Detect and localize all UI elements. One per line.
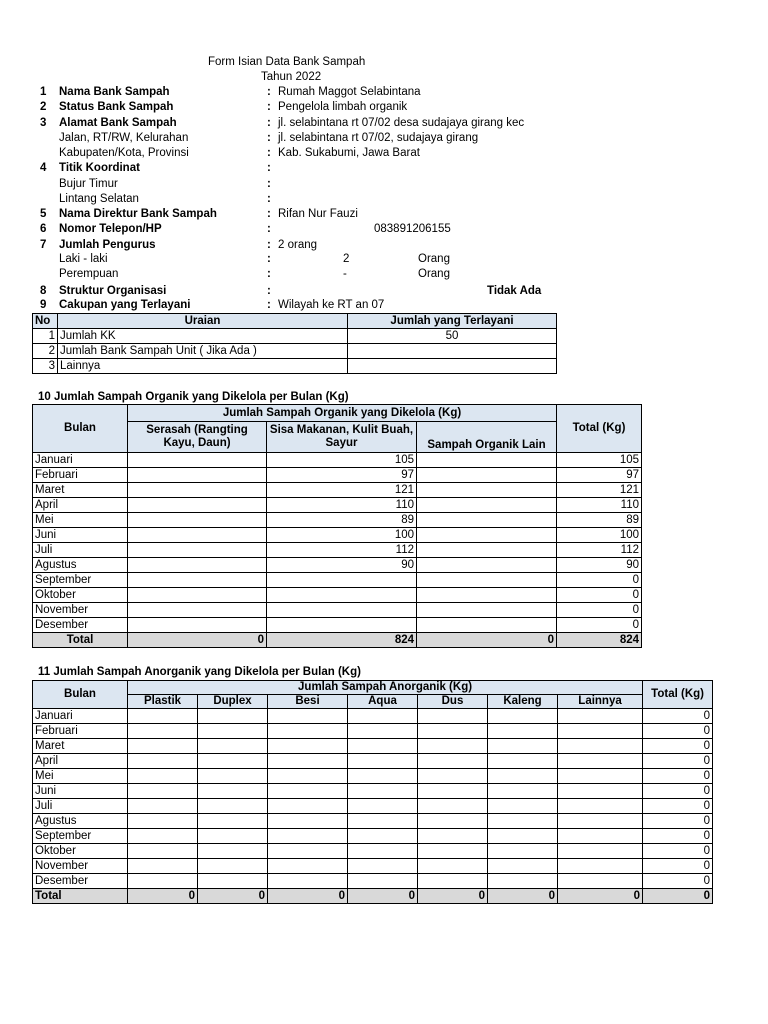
anorganik-cell bbox=[558, 769, 643, 784]
perempuan-count: - bbox=[343, 268, 347, 280]
anorganik-bulan: Oktober bbox=[33, 844, 128, 859]
anorganik-cell bbox=[348, 829, 418, 844]
cakupan-header-no: No bbox=[33, 314, 58, 329]
anorganik-cell bbox=[418, 844, 488, 859]
info-colon: : bbox=[267, 299, 271, 311]
anorganik-cell bbox=[128, 844, 198, 859]
anorganik-cell bbox=[558, 829, 643, 844]
info-colon: : bbox=[267, 162, 271, 174]
anorganik-total: 0 bbox=[643, 844, 713, 859]
info-value: Kab. Sukabumi, Jawa Barat bbox=[278, 147, 420, 159]
organik-serasah bbox=[128, 483, 267, 498]
organik-serasah bbox=[128, 528, 267, 543]
organik-sisa: 110 bbox=[267, 498, 417, 513]
anorganik-cell bbox=[348, 709, 418, 724]
organik-serasah bbox=[128, 498, 267, 513]
table-row bbox=[33, 769, 713, 784]
anorganik-cell bbox=[268, 769, 348, 784]
anorganik-cell bbox=[348, 769, 418, 784]
info-value: jl. selabintana rt 07/02 desa sudajaya girang kec bbox=[278, 117, 525, 129]
info-colon: : bbox=[267, 208, 271, 220]
anorganik-cell bbox=[128, 739, 198, 754]
anorganik-cell bbox=[418, 814, 488, 829]
anorganik-cell bbox=[128, 754, 198, 769]
anorganik-header-col: Lainnya bbox=[558, 695, 643, 709]
table-row bbox=[33, 359, 557, 374]
info-num: 9 bbox=[40, 299, 47, 311]
organik-sisa bbox=[267, 588, 417, 603]
info-value: Wilayah ke RT an 07 bbox=[278, 299, 385, 311]
anorganik-bulan: Mei bbox=[33, 769, 128, 784]
anorganik-total-value: 0 bbox=[418, 889, 488, 904]
organik-serasah bbox=[128, 468, 267, 483]
organik-sisa: 100 bbox=[267, 528, 417, 543]
anorganik-cell bbox=[128, 709, 198, 724]
anorganik-bulan: Maret bbox=[33, 739, 128, 754]
anorganik-table bbox=[32, 680, 713, 904]
anorganik-cell bbox=[558, 739, 643, 754]
anorganik-cell bbox=[348, 784, 418, 799]
table-row bbox=[33, 528, 642, 543]
organik-lain bbox=[417, 468, 557, 483]
anorganik-header-bulan: Bulan bbox=[33, 681, 128, 709]
anorganik-cell bbox=[198, 799, 268, 814]
anorganik-cell bbox=[418, 859, 488, 874]
table-row bbox=[33, 558, 642, 573]
anorganik-total-value: 0 bbox=[558, 889, 643, 904]
organik-header-bulan: Bulan bbox=[33, 405, 128, 453]
info-colon: : bbox=[267, 223, 271, 235]
info-num: 2 bbox=[40, 101, 47, 113]
table-row bbox=[33, 709, 713, 724]
organik-bulan: Agustus bbox=[33, 558, 128, 573]
anorganik-cell bbox=[198, 784, 268, 799]
cakupan-header-uraian: Uraian bbox=[58, 314, 348, 329]
anorganik-total: 0 bbox=[643, 754, 713, 769]
anorganik-title: 11 Jumlah Sampah Anorganik yang Dikelola per Bulan (Kg) bbox=[38, 666, 361, 678]
info-label: Jalan, RT/RW, Kelurahan bbox=[59, 132, 189, 144]
anorganik-cell bbox=[558, 844, 643, 859]
organik-serasah bbox=[128, 588, 267, 603]
organik-lain bbox=[417, 483, 557, 498]
anorganik-cell bbox=[128, 724, 198, 739]
anorganik-bulan: Desember bbox=[33, 874, 128, 889]
organik-total: 0 bbox=[557, 573, 642, 588]
info-num: 5 bbox=[40, 208, 47, 220]
info-label: Perempuan bbox=[59, 268, 119, 280]
cakupan-uraian: Jumlah KK bbox=[58, 329, 348, 344]
organik-total: 105 bbox=[557, 453, 642, 468]
anorganik-cell bbox=[488, 724, 558, 739]
info-num: 1 bbox=[40, 86, 47, 98]
anorganik-cell bbox=[268, 814, 348, 829]
anorganik-bulan: November bbox=[33, 859, 128, 874]
anorganik-cell bbox=[488, 844, 558, 859]
anorganik-cell bbox=[268, 859, 348, 874]
anorganik-cell bbox=[268, 829, 348, 844]
anorganik-header-group: Jumlah Sampah Anorganik (Kg) bbox=[128, 681, 643, 695]
info-colon: : bbox=[267, 285, 271, 297]
info-num: 7 bbox=[40, 239, 47, 251]
organik-total: 89 bbox=[557, 513, 642, 528]
anorganik-cell bbox=[348, 859, 418, 874]
anorganik-cell bbox=[198, 874, 268, 889]
organik-bulan: Juni bbox=[33, 528, 128, 543]
anorganik-total: 0 bbox=[643, 784, 713, 799]
anorganik-total: 0 bbox=[643, 709, 713, 724]
organik-total: 100 bbox=[557, 528, 642, 543]
anorganik-cell bbox=[128, 859, 198, 874]
organik-bulan: Juli bbox=[33, 543, 128, 558]
organik-sisa: 121 bbox=[267, 483, 417, 498]
anorganik-cell bbox=[418, 799, 488, 814]
organik-bulan: November bbox=[33, 603, 128, 618]
info-label: Cakupan yang Terlayani bbox=[59, 299, 191, 311]
anorganik-total: 0 bbox=[643, 829, 713, 844]
anorganik-cell bbox=[418, 874, 488, 889]
organik-lain bbox=[417, 513, 557, 528]
info-colon: : bbox=[267, 117, 271, 129]
cakupan-no: 2 bbox=[33, 344, 58, 359]
anorganik-cell bbox=[348, 874, 418, 889]
organik-bulan: Mei bbox=[33, 513, 128, 528]
organik-header-lain: Sampah Organik Lain bbox=[417, 422, 557, 453]
table-row bbox=[33, 618, 642, 633]
organik-lain bbox=[417, 588, 557, 603]
organik-lain bbox=[417, 558, 557, 573]
anorganik-cell bbox=[348, 739, 418, 754]
cakupan-jumlah: 50 bbox=[348, 329, 557, 344]
organik-total: 97 bbox=[557, 468, 642, 483]
anorganik-total-row bbox=[33, 889, 713, 904]
anorganik-cell bbox=[128, 829, 198, 844]
anorganik-bulan: Agustus bbox=[33, 814, 128, 829]
table-row bbox=[33, 874, 713, 889]
info-label: Jumlah Pengurus bbox=[59, 239, 156, 251]
anorganik-total: 0 bbox=[643, 769, 713, 784]
organik-bulan: Desember bbox=[33, 618, 128, 633]
table-row bbox=[33, 344, 557, 359]
organik-lain bbox=[417, 618, 557, 633]
info-num: 6 bbox=[40, 223, 47, 235]
phone-value: 083891206155 bbox=[374, 223, 451, 235]
anorganik-cell bbox=[198, 814, 268, 829]
organik-serasah bbox=[128, 558, 267, 573]
info-label: Struktur Organisasi bbox=[59, 285, 167, 297]
info-value: 2 orang bbox=[278, 239, 318, 251]
info-colon: : bbox=[267, 178, 271, 190]
organik-header-total: Total (Kg) bbox=[557, 405, 642, 453]
anorganik-cell bbox=[558, 814, 643, 829]
anorganik-cell bbox=[128, 769, 198, 784]
organik-lain bbox=[417, 603, 557, 618]
organik-total: 110 bbox=[557, 498, 642, 513]
organik-sisa: 112 bbox=[267, 543, 417, 558]
anorganik-cell bbox=[198, 754, 268, 769]
anorganik-cell bbox=[348, 799, 418, 814]
anorganik-cell bbox=[198, 829, 268, 844]
table-row bbox=[33, 573, 642, 588]
anorganik-cell bbox=[348, 844, 418, 859]
cakupan-no: 3 bbox=[33, 359, 58, 374]
table-row bbox=[33, 483, 642, 498]
organik-lain bbox=[417, 453, 557, 468]
table-row bbox=[33, 588, 642, 603]
anorganik-cell bbox=[128, 814, 198, 829]
anorganik-total: 0 bbox=[643, 814, 713, 829]
info-colon: : bbox=[267, 268, 271, 280]
cakupan-jumlah bbox=[348, 359, 557, 374]
anorganik-cell bbox=[488, 799, 558, 814]
organik-lain bbox=[417, 498, 557, 513]
anorganik-bulan: April bbox=[33, 754, 128, 769]
laki-count: 2 bbox=[343, 253, 350, 265]
anorganik-cell bbox=[268, 844, 348, 859]
info-colon: : bbox=[267, 239, 271, 251]
table-row bbox=[33, 603, 642, 618]
table-row bbox=[33, 859, 713, 874]
organik-bulan: Oktober bbox=[33, 588, 128, 603]
anorganik-cell bbox=[198, 844, 268, 859]
anorganik-total-value: 0 bbox=[268, 889, 348, 904]
anorganik-total: 0 bbox=[643, 799, 713, 814]
organik-sisa bbox=[267, 603, 417, 618]
table-row bbox=[33, 453, 642, 468]
anorganik-header-col: Duplex bbox=[198, 695, 268, 709]
anorganik-cell bbox=[268, 709, 348, 724]
anorganik-cell bbox=[268, 874, 348, 889]
organik-total-lain: 0 bbox=[417, 633, 557, 648]
anorganik-cell bbox=[488, 754, 558, 769]
anorganik-cell bbox=[198, 739, 268, 754]
info-colon: : bbox=[267, 101, 271, 113]
organik-sisa: 97 bbox=[267, 468, 417, 483]
anorganik-cell bbox=[348, 724, 418, 739]
info-label: Nomor Telepon/HP bbox=[59, 223, 162, 235]
organik-serasah bbox=[128, 603, 267, 618]
cakupan-no: 1 bbox=[33, 329, 58, 344]
organik-lain bbox=[417, 573, 557, 588]
info-colon: : bbox=[267, 193, 271, 205]
anorganik-total-value: 0 bbox=[128, 889, 198, 904]
anorganik-cell bbox=[418, 754, 488, 769]
anorganik-cell bbox=[268, 799, 348, 814]
anorganik-bulan: Februari bbox=[33, 724, 128, 739]
info-label: Nama Direktur Bank Sampah bbox=[59, 208, 217, 220]
anorganik-total-value: 0 bbox=[348, 889, 418, 904]
anorganik-bulan: Juni bbox=[33, 784, 128, 799]
info-label: Kabupaten/Kota, Provinsi bbox=[59, 147, 189, 159]
organik-total-sisa: 824 bbox=[267, 633, 417, 648]
anorganik-cell bbox=[558, 874, 643, 889]
anorganik-cell bbox=[198, 724, 268, 739]
anorganik-cell bbox=[268, 754, 348, 769]
info-label: Titik Koordinat bbox=[59, 162, 140, 174]
anorganik-cell bbox=[418, 784, 488, 799]
form-year: Tahun 2022 bbox=[261, 71, 322, 83]
anorganik-cell bbox=[488, 769, 558, 784]
organik-total: 112 bbox=[557, 543, 642, 558]
organik-sisa: 89 bbox=[267, 513, 417, 528]
organik-serasah bbox=[128, 573, 267, 588]
organik-total-row bbox=[33, 633, 642, 648]
anorganik-cell bbox=[558, 799, 643, 814]
table-row bbox=[33, 468, 642, 483]
organik-lain bbox=[417, 543, 557, 558]
anorganik-total-value: 0 bbox=[488, 889, 558, 904]
info-num: 8 bbox=[40, 285, 47, 297]
anorganik-cell bbox=[488, 739, 558, 754]
info-value: jl. selabintana rt 07/02, sudajaya girang bbox=[278, 132, 479, 144]
anorganik-header-col: Besi bbox=[268, 695, 348, 709]
anorganik-cell bbox=[488, 784, 558, 799]
organik-total: 0 bbox=[557, 588, 642, 603]
organik-header-group: Jumlah Sampah Organik yang Dikelola (Kg) bbox=[128, 405, 557, 422]
anorganik-cell bbox=[348, 814, 418, 829]
anorganik-cell bbox=[418, 724, 488, 739]
anorganik-total: 0 bbox=[643, 859, 713, 874]
info-label: Lintang Selatan bbox=[59, 193, 139, 205]
anorganik-cell bbox=[198, 709, 268, 724]
table-row bbox=[33, 799, 713, 814]
anorganik-bulan: Juli bbox=[33, 799, 128, 814]
organik-bulan: September bbox=[33, 573, 128, 588]
info-label: Bujur Timur bbox=[59, 178, 118, 190]
info-colon: : bbox=[267, 253, 271, 265]
anorganik-cell bbox=[558, 709, 643, 724]
info-value: Rumah Maggot Selabintana bbox=[278, 86, 421, 98]
table-row bbox=[33, 498, 642, 513]
cakupan-jumlah bbox=[348, 344, 557, 359]
organik-total: 0 bbox=[557, 618, 642, 633]
anorganik-cell bbox=[418, 829, 488, 844]
organik-sisa bbox=[267, 573, 417, 588]
organik-header-sisa: Sisa Makanan, Kulit Buah, Sayur bbox=[267, 422, 417, 453]
organik-sisa: 105 bbox=[267, 453, 417, 468]
anorganik-cell bbox=[268, 724, 348, 739]
anorganik-cell bbox=[488, 829, 558, 844]
organik-title: 10 Jumlah Sampah Organik yang Dikelola per Bulan (Kg) bbox=[38, 391, 349, 403]
organik-bulan: April bbox=[33, 498, 128, 513]
info-label: Nama Bank Sampah bbox=[59, 86, 170, 98]
table-row bbox=[33, 329, 557, 344]
organik-total: 0 bbox=[557, 603, 642, 618]
info-colon: : bbox=[267, 132, 271, 144]
info-colon: : bbox=[267, 86, 271, 98]
organik-table bbox=[32, 404, 642, 648]
cakupan-header-jumlah: Jumlah yang Terlayani bbox=[348, 314, 557, 329]
anorganik-cell bbox=[488, 709, 558, 724]
organik-bulan: Februari bbox=[33, 468, 128, 483]
info-label: Status Bank Sampah bbox=[59, 101, 174, 113]
organik-bulan: Maret bbox=[33, 483, 128, 498]
info-value: Rifan Nur Fauzi bbox=[278, 208, 358, 220]
organik-total-label: Total bbox=[33, 633, 128, 648]
table-row bbox=[33, 844, 713, 859]
table-row bbox=[33, 754, 713, 769]
organik-total: 90 bbox=[557, 558, 642, 573]
anorganik-total: 0 bbox=[643, 724, 713, 739]
info-colon: : bbox=[267, 147, 271, 159]
organik-serasah bbox=[128, 453, 267, 468]
anorganik-total-total: 0 bbox=[643, 889, 713, 904]
cakupan-uraian: Jumlah Bank Sampah Unit ( Jika Ada ) bbox=[58, 344, 348, 359]
anorganik-header-col: Kaleng bbox=[488, 695, 558, 709]
info-num: 4 bbox=[40, 162, 47, 174]
anorganik-cell bbox=[558, 754, 643, 769]
table-row bbox=[33, 724, 713, 739]
anorganik-cell bbox=[128, 874, 198, 889]
info-value: Pengelola limbah organik bbox=[278, 101, 408, 113]
table-row bbox=[33, 829, 713, 844]
organik-serasah bbox=[128, 513, 267, 528]
anorganik-cell bbox=[488, 859, 558, 874]
anorganik-total: 0 bbox=[643, 739, 713, 754]
form-title: Form Isian Data Bank Sampah bbox=[208, 56, 366, 68]
anorganik-cell bbox=[418, 769, 488, 784]
organik-sisa bbox=[267, 618, 417, 633]
table-row bbox=[33, 513, 642, 528]
organik-serasah bbox=[128, 618, 267, 633]
anorganik-cell bbox=[488, 874, 558, 889]
info-label: Laki - laki bbox=[59, 253, 108, 265]
cakupan-uraian: Lainnya bbox=[58, 359, 348, 374]
anorganik-total-label: Total bbox=[33, 889, 128, 904]
table-row bbox=[33, 739, 713, 754]
laki-unit: Orang bbox=[418, 253, 450, 265]
organik-bulan: Januari bbox=[33, 453, 128, 468]
cakupan-table bbox=[32, 313, 557, 374]
table-row bbox=[33, 543, 642, 558]
info-label: Alamat Bank Sampah bbox=[59, 117, 177, 129]
anorganik-header-col: Plastik bbox=[128, 695, 198, 709]
anorganik-cell bbox=[418, 709, 488, 724]
anorganik-cell bbox=[488, 814, 558, 829]
info-num: 3 bbox=[40, 117, 47, 129]
anorganik-cell bbox=[558, 859, 643, 874]
anorganik-cell bbox=[418, 739, 488, 754]
anorganik-bulan: September bbox=[33, 829, 128, 844]
anorganik-cell bbox=[268, 784, 348, 799]
anorganik-cell bbox=[128, 784, 198, 799]
anorganik-cell bbox=[348, 754, 418, 769]
table-row bbox=[33, 814, 713, 829]
anorganik-bulan: Januari bbox=[33, 709, 128, 724]
organik-total-total: 824 bbox=[557, 633, 642, 648]
anorganik-cell bbox=[198, 859, 268, 874]
struktur-value: Tidak Ada bbox=[487, 285, 542, 297]
anorganik-total-value: 0 bbox=[198, 889, 268, 904]
anorganik-cell bbox=[128, 799, 198, 814]
organik-sisa: 90 bbox=[267, 558, 417, 573]
anorganik-cell bbox=[268, 739, 348, 754]
organik-total: 121 bbox=[557, 483, 642, 498]
organik-serasah bbox=[128, 543, 267, 558]
anorganik-header-total: Total (Kg) bbox=[643, 681, 713, 709]
anorganik-header-col: Dus bbox=[418, 695, 488, 709]
anorganik-cell bbox=[198, 769, 268, 784]
organik-header-serasah: Serasah (Rangting Kayu, Daun) bbox=[128, 422, 267, 453]
perempuan-unit: Orang bbox=[418, 268, 450, 280]
anorganik-cell bbox=[558, 724, 643, 739]
anorganik-cell bbox=[558, 784, 643, 799]
organik-total-serasah: 0 bbox=[128, 633, 267, 648]
table-row bbox=[33, 784, 713, 799]
anorganik-header-col: Aqua bbox=[348, 695, 418, 709]
anorganik-total: 0 bbox=[643, 874, 713, 889]
organik-lain bbox=[417, 528, 557, 543]
